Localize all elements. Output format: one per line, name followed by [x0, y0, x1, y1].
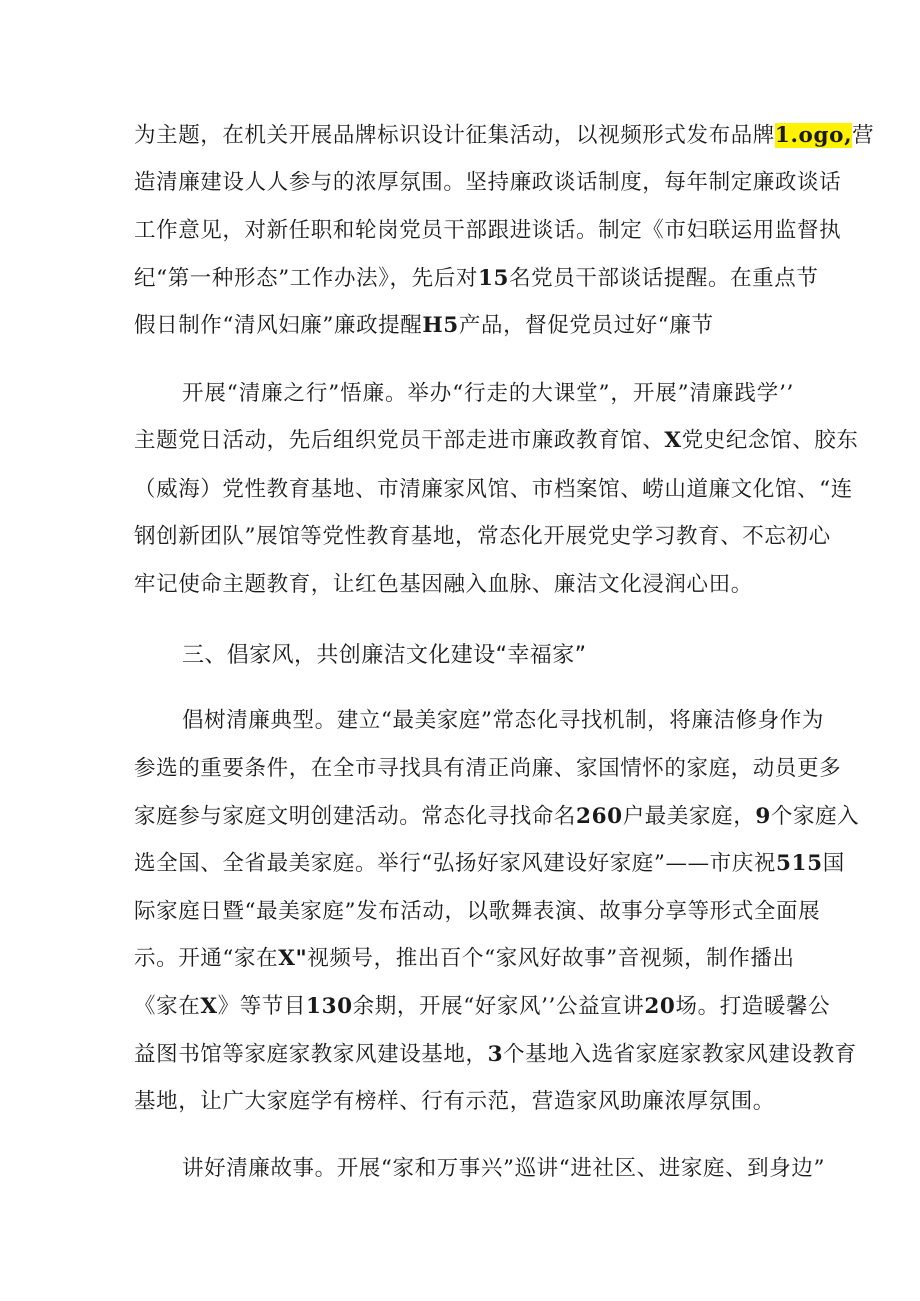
paragraph-c-line-1: 倡树清廉典型。建立“最美家庭”常态化寻找机制，将廉洁修身作为: [182, 708, 824, 733]
paragraph-b-line-4: 钢创新团队”展馆等党性教育基地，常态化开展党史学习教育、不忘初心: [134, 524, 831, 549]
paragraph-a-line-2: 造清廉建设人人参与的浓厚氛围。坚持廉政谈话制度，每年制定廉政谈话: [134, 170, 842, 195]
paragraph-b-line-1: 开展“清廉之行”悟廉。举办“行走的大课堂”，开展”清廉践学’’: [182, 381, 794, 406]
paragraph-b-line-3: （威海）党性教育基地、市清廉家风馆、市档案馆、崂山道廉文化馆、“连: [134, 477, 853, 502]
paragraph-a-line-4: 纪“第一种形态”工作办法》，先后对15名党员干部谈话提醒。在重点节: [134, 266, 819, 291]
paragraph-c-line-6: 示。开通“家在X"视频号，推出百个“家风好故事”音视频，制作播出: [134, 946, 795, 971]
paragraph-d-line-1: 讲好清廉故事。开展“家和万事兴”巡讲“进社区、进家庭、到身边”: [182, 1156, 826, 1181]
paragraph-c-line-7: 《家在X》等节目130余期，开展“好家风’’公益宣讲20场。打造暖馨公: [134, 994, 831, 1019]
paragraph-c-line-5: 际家庭日暨“最美家庭”发布活动，以歌舞表演、故事分享等形式全面展: [134, 899, 821, 924]
paragraph-b-line-2: 主题党日活动，先后组织党员干部走进市廉政教育馆、X党史纪念馆、胶东: [134, 428, 859, 453]
paragraph-c-line-3: 家庭参与家庭文明创建活动。常态化寻找命名260户最美家庭，9个家庭入: [134, 804, 860, 829]
paragraph-c-line-8: 益图书馆等家庭家教家风建设基地，3个基地入选省家庭家教家风建设教育: [134, 1042, 857, 1067]
highlighted-logo-text: 1.ogo,: [774, 123, 853, 148]
paragraph-b-line-5: 牢记使命主题教育，让红色基因融入血脉、廉洁文化浸润心田。: [134, 572, 753, 597]
paragraph-c-line-2: 参选的重要条件，在全市寻找具有清正尚廉、家国情怀的家庭，动员更多: [134, 756, 842, 781]
paragraph-a-line-5: 假日制作“清风妇廉”廉政提醒H5产品，督促党员过好“廉节: [134, 313, 714, 338]
paragraph-c-line-9: 基地，让广大家庭学有榜样、行有示范，营造家风助廉浓厚氛围。: [134, 1089, 775, 1114]
section-heading: 三、倡家风，共创廉洁文化建设“幸福家”: [182, 643, 587, 668]
paragraph-a-line-3: 工作意见，对新任职和轮岗党员干部跟进谈话。制定《市妇联运用监督执: [134, 218, 842, 243]
paragraph-c-line-4: 选全国、全省最美家庭。举行“弘扬好家风建设好家庭”——市庆祝515国: [134, 851, 845, 876]
paragraph-a-line-1: 为主题，在机关开展品牌标识设计征集活动，以视频形式发布品牌1.ogo,营: [134, 123, 875, 148]
